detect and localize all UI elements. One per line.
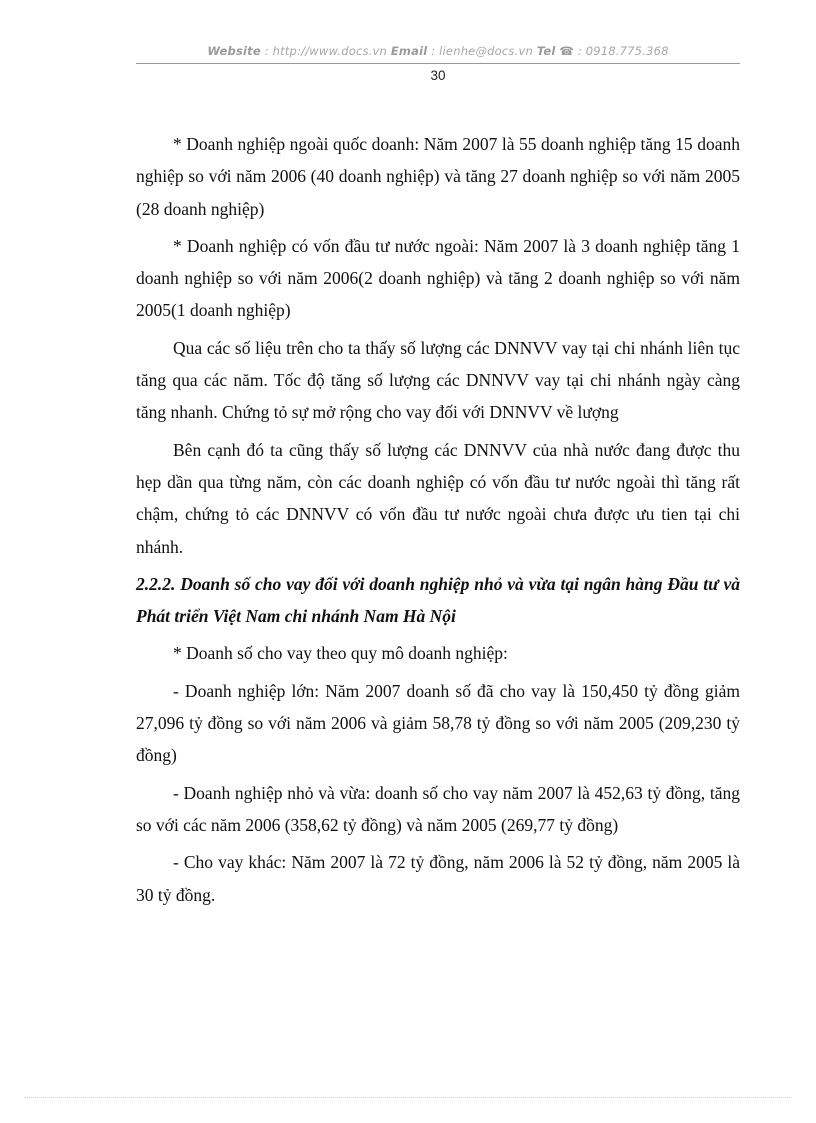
footer-divider — [24, 1097, 792, 1098]
paragraph: * Doanh số cho vay theo quy mô doanh nghiệp: — [173, 643, 508, 664]
paragraph: Qua các số liệu trên cho ta thấy số lượng các DNNVV vay tại chi nhánh liên tục tăng qua các năm. Tốc độ tăng số lượng các DNNVV vay tại chi nhánh ngày càng tăng nhanh. Chứng tỏ sự mở rộng cho vay đối với DNNVV về lượng — [136, 337, 740, 423]
email-label: Email — [390, 44, 428, 58]
paragraph: * Doanh nghiệp ngoài quốc doanh: Năm 2007 là 55 doanh nghiệp tăng 15 doanh nghiệp so với năm 2006 (40 doanh nghiệp) và tăng 27 doanh nghiệp so với năm 2005 (28 doanh nghiệp) — [136, 134, 740, 219]
section-heading: 2.2.2. Doanh số cho vay đối với doanh nghiệp nhỏ và vừa tại ngân hàng Đầu tư và Phát triển Việt Nam chi nhánh Nam Hà Nội — [136, 573, 740, 627]
page-number: 30 — [430, 68, 446, 83]
website-label: Website — [207, 44, 261, 58]
paragraph: - Doanh nghiệp nhỏ và vừa: doanh số cho vay năm 2007 là 452,63 tỷ đồng, tăng so với các năm 2006 (358,62 tỷ đồng) và năm 2005 (269,77 tỷ đồng) — [136, 782, 740, 835]
page-header — [136, 44, 740, 58]
paragraph: - Doanh nghiệp lớn: Năm 2007 doanh số đã cho vay là 150,450 tỷ đồng giảm 27,096 tỷ đồng so với năm 2006 và giảm 58,78 tỷ đồng so với năm 2005 (209,230 tỷ đồng) — [136, 680, 740, 766]
paragraph: - Cho vay khác: Năm 2007 là 72 tỷ đồng, năm 2006 là 52 tỷ đồng, năm 2005 là 30 tỷ đồng. — [136, 852, 740, 905]
tel-label: Tel — [536, 44, 556, 58]
tel-value: : 0918.775.368 — [573, 44, 669, 58]
phone-icon: ☎ — [559, 44, 574, 58]
email-value: : lienhe@docs.vn — [427, 44, 537, 58]
header-divider — [136, 63, 740, 64]
page-body — [136, 128, 740, 916]
paragraph: * Doanh nghiệp có vốn đầu tư nước ngoài: Năm 2007 là 3 doanh nghiệp tăng 1 doanh nghiệp so với năm 2006(2 doanh nghiệp) và tăng 2 doanh nghiệp so với năm 2005(1 doanh nghiệp) — [136, 235, 740, 321]
website-value: : http://www.docs.vn — [260, 44, 391, 58]
paragraph: Bên cạnh đó ta cũng thấy số lượng các DNNVV của nhà nước đang được thu hẹp dần qua từng năm, còn các doanh nghiệp có vốn đầu tư nước ngoài thì tăng rất chậm, chứng tỏ các DNNVV có vốn đầu tư nước ngoài chưa được ưu tien tại chi nhánh. — [136, 439, 740, 557]
